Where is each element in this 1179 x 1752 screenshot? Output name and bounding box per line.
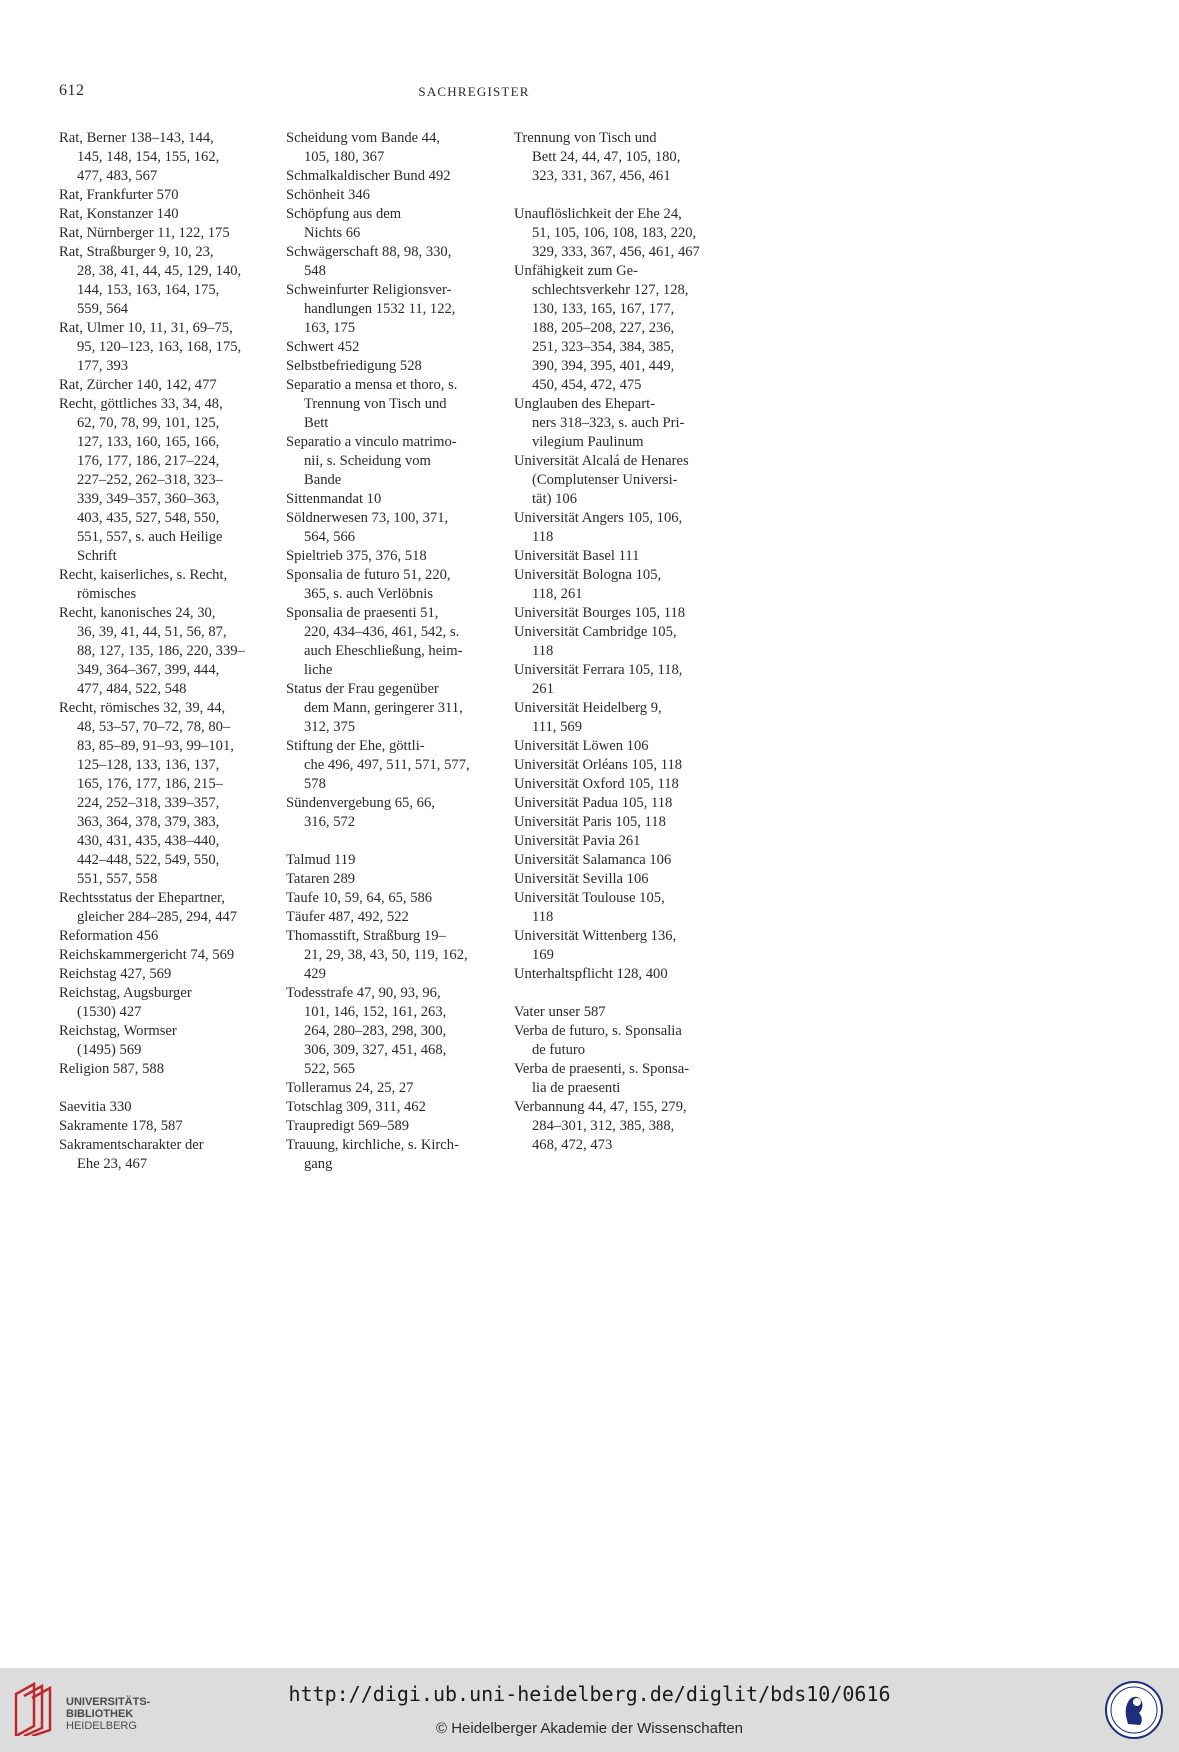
index-entry: [286, 338, 506, 357]
index-entry-continuation-line: 349, 364–367, 399, 444,: [77, 662, 220, 678]
index-entry-headword-line: Status der Frau gegenüber: [286, 681, 439, 697]
index-entry-continuation-line: 390, 394, 395, 401, 449,: [532, 358, 675, 374]
index-entry: [286, 509, 506, 547]
index-entry-headword-line: Traupredigt 569–589: [286, 1118, 410, 1134]
index-entry-headword-line: Reichstag, Augsburger: [59, 985, 192, 1001]
index-entry-continuation-line: nii, s. Scheidung vom: [304, 453, 431, 469]
index-entry-continuation-line: 105, 180, 367: [304, 149, 385, 165]
index-entry-headword-line: Trauung, kirchliche, s. Kirch-: [286, 1137, 459, 1153]
index-entry-continuation-line: 127, 133, 160, 165, 166,: [77, 434, 220, 450]
index-entry-headword-line: Thomasstift, Straßburg 19–: [286, 928, 446, 944]
index-entry: [59, 699, 279, 889]
index-entry-continuation-line: 36, 39, 41, 44, 51, 56, 87,: [77, 624, 227, 640]
index-entry-continuation-line: 312, 375: [304, 719, 356, 735]
index-entry: [286, 243, 506, 281]
index-entry: [59, 1117, 279, 1136]
index-entry-continuation-line: Bett: [304, 415, 329, 431]
index-entry-continuation-line: 365, s. auch Verlöbnis: [304, 586, 434, 602]
index-entry-continuation-line: 163, 175: [304, 320, 356, 336]
index-entry-continuation-line: Trennung von Tisch und: [304, 396, 447, 412]
index-entry: [59, 604, 279, 699]
logo-line: UNIVERSITÄTS-: [66, 1696, 151, 1708]
index-entry: [286, 186, 506, 205]
index-entry: [514, 1060, 734, 1098]
index-entry-continuation-line: 261: [532, 681, 554, 697]
index-entry-continuation-line: handlungen 1532 11, 122,: [304, 301, 456, 317]
index-entry-continuation-line: 118: [532, 909, 554, 925]
index-entry: [286, 129, 506, 167]
index-entry: [514, 566, 734, 604]
index-entry-continuation-line: 224, 252–318, 339–357,: [77, 795, 220, 811]
index-entry: [59, 984, 279, 1022]
index-entry-headword-line: Rechtsstatus der Ehepartner,: [59, 890, 225, 906]
index-entry-continuation-line: 48, 53–57, 70–72, 78, 80–: [77, 719, 231, 735]
index-entry-continuation-line: 144, 153, 163, 164, 175,: [77, 282, 220, 298]
letter-group-gap: [286, 832, 506, 851]
index-entry: [59, 395, 279, 566]
index-entry-headword-line: Verba de futuro, s. Sponsalia: [514, 1023, 682, 1039]
index-entry: [514, 889, 734, 927]
index-entry-continuation-line: 88, 127, 135, 186, 220, 339–: [77, 643, 245, 659]
index-entry-continuation-line: 169: [532, 947, 554, 963]
index-entry-headword-line: Stiftung der Ehe, göttli-: [286, 738, 425, 754]
index-entry: [286, 433, 506, 490]
index-entry: [286, 1117, 506, 1136]
index-entry-continuation-line: 145, 148, 154, 155, 162,: [77, 149, 220, 165]
index-entry-headword-line: Schweinfurter Religionsver-: [286, 282, 452, 298]
index-entry-continuation-line: 450, 454, 472, 475: [532, 377, 642, 393]
index-entry-continuation-line: 477, 484, 522, 548: [77, 681, 187, 697]
index-entry: [286, 1098, 506, 1117]
index-entry: [514, 851, 734, 870]
index-entry-headword-line: Sakramente 178, 587: [59, 1118, 183, 1134]
index-entry-headword-line: Recht, römisches 32, 39, 44,: [59, 700, 226, 716]
index-entry-headword-line: Universität Angers 105, 106,: [514, 510, 683, 526]
index-entry: [59, 205, 279, 224]
index-entry-headword-line: Täufer 487, 492, 522: [286, 909, 409, 925]
index-entry: [514, 129, 734, 186]
index-entry-headword-line: Tataren 289: [286, 871, 356, 887]
index-entry-headword-line: Söldnerwesen 73, 100, 371,: [286, 510, 449, 526]
index-entry: [59, 376, 279, 395]
index-entry-continuation-line: de futuro: [532, 1042, 586, 1058]
index-entry-continuation-line: schlechtsverkehr 127, 128,: [532, 282, 689, 298]
index-entry-headword-line: Schwert 452: [286, 339, 360, 355]
letter-group-gap: [514, 984, 734, 1003]
index-entry-headword-line: Spieltrieb 375, 376, 518: [286, 548, 427, 564]
index-column-1: [59, 129, 279, 1174]
index-entry-headword-line: Universität Heidelberg 9,: [514, 700, 662, 716]
index-entry-continuation-line: gleicher 284–285, 294, 447: [77, 909, 238, 925]
index-entry-continuation-line: che 496, 497, 511, 571, 577,: [304, 757, 470, 773]
index-entry: [286, 547, 506, 566]
index-column-2: [286, 129, 506, 1174]
index-entry: [286, 167, 506, 186]
index-entry-headword-line: Unglauben des Ehepart-: [514, 396, 656, 412]
index-entry-headword-line: Universität Toulouse 105,: [514, 890, 665, 906]
index-entry-headword-line: Rat, Straßburger 9, 10, 23,: [59, 244, 214, 260]
index-entry: [286, 908, 506, 927]
index-entry-continuation-line: 329, 333, 367, 456, 461, 467: [532, 244, 700, 260]
index-entry: [286, 1136, 506, 1174]
page-number: 612: [59, 82, 85, 99]
index-entry-continuation-line: auch Eheschließung, heim-: [304, 643, 463, 659]
index-entry: [514, 262, 734, 395]
index-entry-continuation-line: Schrift: [77, 548, 117, 564]
index-entry: [514, 870, 734, 889]
index-entry: [514, 395, 734, 452]
index-entry: [59, 1060, 279, 1079]
index-entry-continuation-line: 177, 393: [77, 358, 129, 374]
index-entry-continuation-line: vilegium Paulinum: [532, 434, 644, 450]
index-entry: [514, 509, 734, 547]
index-entry-headword-line: Recht, göttliches 33, 34, 48,: [59, 396, 223, 412]
index-entry: [59, 319, 279, 376]
index-entry-headword-line: Rat, Zürcher 140, 142, 477: [59, 377, 217, 393]
index-entry: [286, 737, 506, 794]
index-entry: [514, 965, 734, 984]
index-entry: [514, 832, 734, 851]
index-entry-continuation-line: Ehe 23, 467: [77, 1156, 148, 1172]
index-entry-headword-line: Rat, Berner 138–143, 144,: [59, 130, 214, 146]
index-entry-continuation-line: 125–128, 133, 136, 137,: [77, 757, 220, 773]
index-entry-headword-line: Rat, Nürnberger 11, 122, 175: [59, 225, 230, 241]
index-entry-continuation-line: 264, 280–283, 298, 300,: [304, 1023, 447, 1039]
index-entry: [286, 1079, 506, 1098]
index-entry-headword-line: Universität Sevilla 106: [514, 871, 649, 887]
index-entry-continuation-line: 165, 176, 177, 186, 215–: [77, 776, 223, 792]
index-entry: [286, 604, 506, 680]
index-entry-continuation-line: 188, 205–208, 227, 236,: [532, 320, 675, 336]
index-entry: [286, 870, 506, 889]
index-entry-headword-line: Unterhaltspflicht 128, 400: [514, 966, 668, 982]
index-entry-headword-line: Universität Löwen 106: [514, 738, 649, 754]
index-entry-headword-line: Universität Padua 105, 118: [514, 795, 673, 811]
index-entry: [514, 699, 734, 737]
index-entry-headword-line: Universität Salamanca 106: [514, 852, 672, 868]
index-entry-continuation-line: 83, 85–89, 91–93, 99–101,: [77, 738, 234, 754]
index-entry: [514, 794, 734, 813]
index-entry-continuation-line: 339, 349–357, 360–363,: [77, 491, 220, 507]
index-entry-continuation-line: 559, 564: [77, 301, 129, 317]
index-entry-headword-line: Sakramentscharakter der: [59, 1137, 204, 1153]
index-entry: [59, 243, 279, 319]
index-entry-continuation-line: 118, 261: [532, 586, 583, 602]
running-head: SACHREGISTER: [418, 84, 530, 99]
index-entry-headword-line: Totschlag 309, 311, 462: [286, 1099, 426, 1115]
index-entry-headword-line: Recht, kanonisches 24, 30,: [59, 605, 216, 621]
index-entry-continuation-line: dem Mann, geringerer 311,: [304, 700, 463, 716]
index-entry: [514, 661, 734, 699]
index-entry-continuation-line: 316, 572: [304, 814, 356, 830]
index-entry-continuation-line: 578: [304, 776, 326, 792]
index-entry-continuation-line: lia de praesenti: [532, 1080, 621, 1096]
index-entry: [59, 889, 279, 927]
index-entry-headword-line: Religion 587, 588: [59, 1061, 164, 1077]
page-header: [59, 82, 1059, 104]
index-entry-headword-line: Universität Oxford 105, 118: [514, 776, 679, 792]
index-entry-continuation-line: ners 318–323, s. auch Pri-: [532, 415, 685, 431]
index-entry-continuation-line: 21, 29, 38, 43, 50, 119, 162,: [304, 947, 468, 963]
index-entry-headword-line: Trennung von Tisch und: [514, 130, 657, 146]
index-entry-continuation-line: 227–252, 262–318, 323–: [77, 472, 223, 488]
index-entry-continuation-line: 111, 569: [532, 719, 582, 735]
index-column-3: [514, 129, 734, 1155]
index-entry-headword-line: Schmalkaldischer Bund 492: [286, 168, 451, 184]
index-entry-headword-line: Scheidung vom Bande 44,: [286, 130, 441, 146]
index-entry: [514, 1022, 734, 1060]
index-entry-headword-line: Reichstag, Wormser: [59, 1023, 177, 1039]
logo-line: HEIDELBERG: [66, 1720, 137, 1732]
index-entry-headword-line: Universität Basel 111: [514, 548, 640, 564]
index-entry: [514, 1003, 734, 1022]
index-entry-continuation-line: 429: [304, 966, 326, 982]
index-entry: [286, 794, 506, 832]
index-entry-headword-line: Todesstrafe 47, 90, 93, 96,: [286, 985, 441, 1001]
index-entry-continuation-line: 306, 309, 327, 451, 468,: [304, 1042, 447, 1058]
index-entry-continuation-line: 522, 565: [304, 1061, 356, 1077]
index-entry-continuation-line: Bande: [304, 472, 342, 488]
index-entry-headword-line: Selbstbefriedigung 528: [286, 358, 422, 374]
index-entry: [514, 604, 734, 623]
index-entry-continuation-line: liche: [304, 662, 333, 678]
footer-bar: [0, 1668, 1179, 1752]
index-entry: [59, 1098, 279, 1117]
index-entry-headword-line: Universität Cambridge 105,: [514, 624, 677, 640]
index-entry-continuation-line: 430, 431, 435, 438–440,: [77, 833, 220, 849]
index-entry: [514, 1098, 734, 1155]
index-entry-continuation-line: 220, 434–436, 461, 542, s.: [304, 624, 460, 640]
index-entry-continuation-line: 442–448, 522, 549, 550,: [77, 852, 220, 868]
index-entry-continuation-line: 468, 472, 473: [532, 1137, 613, 1153]
index-entry-continuation-line: 101, 146, 152, 161, 263,: [304, 1004, 447, 1020]
index-entry-continuation-line: tät) 106: [532, 491, 577, 507]
index-entry-headword-line: Separatio a vinculo matrimo-: [286, 434, 457, 450]
index-entry: [514, 756, 734, 775]
index-entry-continuation-line: 403, 435, 527, 548, 550,: [77, 510, 220, 526]
index-entry: [59, 224, 279, 243]
index-entry-continuation-line: 564, 566: [304, 529, 356, 545]
index-entry-headword-line: Universität Bourges 105, 118: [514, 605, 686, 621]
index-entry-headword-line: Unfähigkeit zum Ge-: [514, 263, 639, 279]
index-entry-continuation-line: gang: [304, 1156, 333, 1172]
index-entry: [286, 205, 506, 243]
index-entry-continuation-line: (1530) 427: [77, 1004, 142, 1020]
index-entry-headword-line: Verba de praesenti, s. Sponsa-: [514, 1061, 690, 1077]
index-entry: [286, 566, 506, 604]
index-entry-continuation-line: 251, 323–354, 384, 385,: [532, 339, 675, 355]
index-entry-headword-line: Schöpfung aus dem: [286, 206, 402, 222]
index-entry-continuation-line: 62, 70, 78, 99, 101, 125,: [77, 415, 220, 431]
index-entry-headword-line: Sittenmandat 10: [286, 491, 382, 507]
index-entry: [286, 851, 506, 870]
letter-group-gap: [59, 1079, 279, 1098]
index-entry: [59, 566, 279, 604]
index-entry-continuation-line: 130, 133, 165, 167, 177,: [532, 301, 675, 317]
index-entry-continuation-line: 551, 557, s. auch Heilige: [77, 529, 223, 545]
index-entry-headword-line: Recht, kaiserliches, s. Recht,: [59, 567, 228, 583]
index-entry: [59, 965, 279, 984]
index-entry-headword-line: Tolleramus 24, 25, 27: [286, 1080, 414, 1096]
index-entry: [514, 205, 734, 262]
index-entry: [286, 927, 506, 984]
index-entry: [514, 813, 734, 832]
index-entry-continuation-line: 51, 105, 106, 108, 183, 220,: [532, 225, 697, 241]
index-entry: [59, 927, 279, 946]
index-entry-continuation-line: Bett 24, 44, 47, 105, 180,: [532, 149, 681, 165]
index-entry: [59, 946, 279, 965]
index-entry-headword-line: Universität Pavia 261: [514, 833, 641, 849]
index-entry-headword-line: Taufe 10, 59, 64, 65, 586: [286, 890, 433, 906]
index-entry: [514, 737, 734, 756]
index-entry-headword-line: Talmud 119: [286, 852, 356, 868]
index-entry-headword-line: Separatio a mensa et thoro, s.: [286, 377, 458, 393]
index-entry-continuation-line: 284–301, 312, 385, 388,: [532, 1118, 675, 1134]
index-entry-headword-line: Universität Wittenberg 136,: [514, 928, 677, 944]
index-entry-headword-line: Universität Alcalá de Henares: [514, 453, 689, 469]
academy-seal-icon: [1104, 1680, 1164, 1740]
permalink-url[interactable]: http://digi.ub.uni-heidelberg.de/diglit/bds10/0616: [288, 1682, 891, 1706]
index-entry-headword-line: Unauflöslichkeit der Ehe 24,: [514, 206, 682, 222]
index-entry-headword-line: Universität Paris 105, 118: [514, 814, 666, 830]
copyright-notice: © Heidelberger Akademie der Wissenschaften: [435, 1720, 744, 1737]
index-entry: [59, 1022, 279, 1060]
index-entry-continuation-line: 28, 38, 41, 44, 45, 129, 140,: [77, 263, 242, 279]
index-entry-headword-line: Schönheit 346: [286, 187, 370, 203]
index-entry-continuation-line: 176, 177, 186, 217–224,: [77, 453, 220, 469]
index-entry: [514, 927, 734, 965]
index-entry-continuation-line: 477, 483, 567: [77, 168, 158, 184]
index-entry-headword-line: Universität Bologna 105,: [514, 567, 662, 583]
index-entry: [286, 357, 506, 376]
index-entry-headword-line: Universität Orléans 105, 118: [514, 757, 683, 773]
index-entry-headword-line: Rat, Konstanzer 140: [59, 206, 179, 222]
index-entry: [286, 984, 506, 1079]
index-entry: [286, 490, 506, 509]
index-entry-headword-line: Reichstag 427, 569: [59, 966, 172, 982]
index-entry: [286, 680, 506, 737]
index-entry-continuation-line: 548: [304, 263, 326, 279]
index-entry-continuation-line: 363, 364, 378, 379, 383,: [77, 814, 220, 830]
index-entry-continuation-line: (Complutenser Universi-: [532, 472, 678, 488]
index-entry-headword-line: Reichskammergericht 74, 569: [59, 947, 235, 963]
index-entry-headword-line: Sponsalia de praesenti 51,: [286, 605, 439, 621]
index-entry: [286, 376, 506, 433]
index-entry-continuation-line: 551, 557, 558: [77, 871, 158, 887]
logo-line: BIBLIOTHEK: [66, 1708, 134, 1720]
index-entry: [514, 452, 734, 509]
index-entry-continuation-line: 323, 331, 367, 456, 461: [532, 168, 671, 184]
index-entry-headword-line: Sponsalia de futuro 51, 220,: [286, 567, 451, 583]
index-entry-headword-line: Vater unser 587: [514, 1004, 606, 1020]
index-entry-continuation-line: römisches: [77, 586, 137, 602]
index-entry-headword-line: Saevitia 330: [59, 1099, 132, 1115]
index-entry: [286, 889, 506, 908]
index-entry-continuation-line: (1495) 569: [77, 1042, 142, 1058]
index-entry: [514, 775, 734, 794]
index-entry-continuation-line: Nichts 66: [304, 225, 361, 241]
index-entry: [59, 129, 279, 186]
index-entry: [59, 1136, 279, 1174]
index-entry-continuation-line: 95, 120–123, 163, 168, 175,: [77, 339, 242, 355]
index-entry-headword-line: Sündenvergebung 65, 66,: [286, 795, 435, 811]
index-entry-continuation-line: 118: [532, 529, 554, 545]
index-entry-headword-line: Universität Ferrara 105, 118,: [514, 662, 683, 678]
index-entry-headword-line: Verbannung 44, 47, 155, 279,: [514, 1099, 687, 1115]
letter-group-gap: [514, 186, 734, 205]
index-entry-headword-line: Schwägerschaft 88, 98, 330,: [286, 244, 452, 260]
index-entry-continuation-line: 118: [532, 643, 554, 659]
index-entry-headword-line: Rat, Frankfurter 570: [59, 187, 179, 203]
index-entry: [514, 547, 734, 566]
index-entry: [286, 281, 506, 338]
index-entry: [59, 186, 279, 205]
index-entry-headword-line: Reformation 456: [59, 928, 159, 944]
index-entry: [514, 623, 734, 661]
index-entry-headword-line: Rat, Ulmer 10, 11, 31, 69–75,: [59, 320, 233, 336]
